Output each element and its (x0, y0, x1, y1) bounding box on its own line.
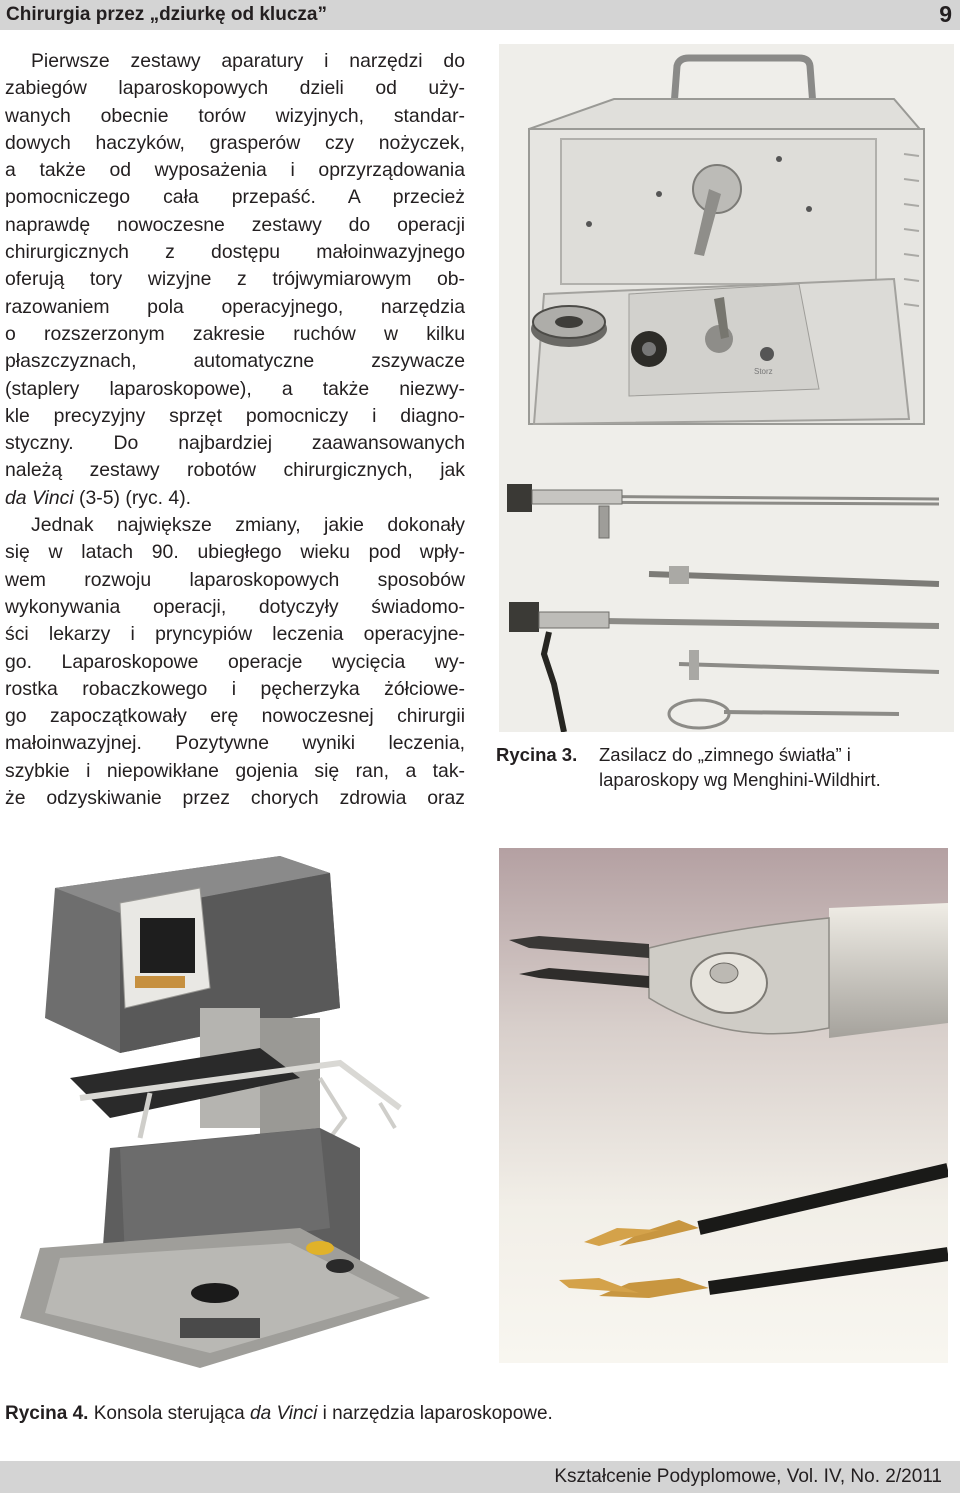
laparoscopic-instruments-illustration (499, 848, 948, 1363)
body-line: wykonywania operacji, dotyczyły świadomo- (5, 595, 465, 618)
figure-4-caption-before: Konsola sterująca (93, 1403, 251, 1424)
body-line: a także od wyposażenia i oprzyrządowania (5, 159, 465, 182)
figure-4-console-image (0, 848, 465, 1396)
figure-4-caption (5, 1403, 553, 1425)
body-line: styczny. Do najbardziej zaawansowanych (5, 432, 465, 455)
body-line: zabiegów laparoskopowych dzieli od uży- (5, 77, 465, 100)
figure-3-label: Rycina 3. (496, 744, 578, 765)
figure-4-caption-after: i narzędzia laparoskopowe. (317, 1403, 553, 1424)
figure-4-label: Rycina 4. (5, 1403, 89, 1424)
body-line: należą zestawy robotów chirurgicznych, jak (5, 459, 465, 482)
body-line: płaszczyznach, automatyczne zszywacze (5, 350, 465, 373)
running-title: Chirurgia przez „dziurkę od klucza” (6, 4, 327, 25)
light-source-and-laparoscopes-illustration (499, 44, 954, 732)
body-line: rostka robaczkowego i pęcherzyka żółciowe- (5, 677, 465, 700)
body-line: się w latach 90. ubiegłego wieku pod wpły- (5, 541, 465, 564)
journal-citation: Kształcenie Podyplomowe, Vol. IV, No. 2/2011 (554, 1466, 942, 1487)
figure-4-caption-italic: da Vinci (250, 1403, 318, 1424)
running-header (0, 0, 960, 30)
body-line (5, 485, 465, 512)
body-line: o rozszerzonym zakresie ruchów w kilku (5, 322, 465, 345)
body-line: że odzyskiwanie przez chorych zdrowia oraz (5, 787, 465, 810)
body-line: małoinwazyjnej. Pozytywne wyniki leczenia, (5, 732, 465, 755)
figure-3-image (499, 44, 954, 732)
body-line: szybkie i niepowikłane gojenia się ran, a tak- (5, 759, 465, 782)
svg-text:Storz: Storz (754, 367, 773, 376)
body-line: Jednak największe zmiany, jakie dokonały (31, 514, 465, 537)
body-line: oferują tory wizyjne z trójwymiarowym ob- (5, 268, 465, 291)
body-line: Pierwsze zestawy aparatury i narzędzi do (31, 50, 465, 72)
body-line: naprawdę nowoczesne zestawy do operacji (5, 213, 465, 236)
body-line: ści lekarzy i pryncypiów leczenia operacyjne- (5, 623, 465, 646)
body-line: wanych obecnie torów wizyjnych, standar- (5, 104, 465, 127)
body-line: razowaniem pola operacyjnego, narzędzia (5, 295, 465, 318)
running-footer (0, 1461, 960, 1493)
body-text-run: (3-5) (ryc. 4). (73, 486, 192, 509)
page-number: 9 (939, 1, 952, 27)
body-line: pomocniczego cała przepaść. A przecież (5, 186, 465, 209)
body-line: go. Laparoskopowe operacje wycięcia wy- (5, 650, 465, 673)
figure-4-instruments-image (499, 848, 948, 1363)
paragraph-1 (5, 48, 465, 512)
body-text (5, 48, 465, 812)
body-line: go zapoczątkowały erę nowoczesnej chirurgii (5, 705, 465, 728)
body-line: (staplery laparoskopowe), a także niezwy- (5, 377, 465, 400)
body-line: chirurgicznych z dostępu małoinwazyjnego (5, 241, 465, 264)
body-italic: da Vinci (5, 486, 74, 509)
body-line: kle precyzyjny sprzęt pomocniczy i diagno- (5, 404, 465, 427)
body-line: dowych haczyków, grasperów czy nożyczek, (5, 131, 465, 154)
figure-3-caption-text: Zasilacz do „zimnego światła” i laparoskopy wg Menghini-Wildhirt. (599, 744, 881, 790)
da-vinci-console-illustration (0, 848, 465, 1396)
paragraph-2 (5, 512, 465, 812)
body-line: wem rozwoju laparoskopowych sposobów (5, 568, 465, 591)
